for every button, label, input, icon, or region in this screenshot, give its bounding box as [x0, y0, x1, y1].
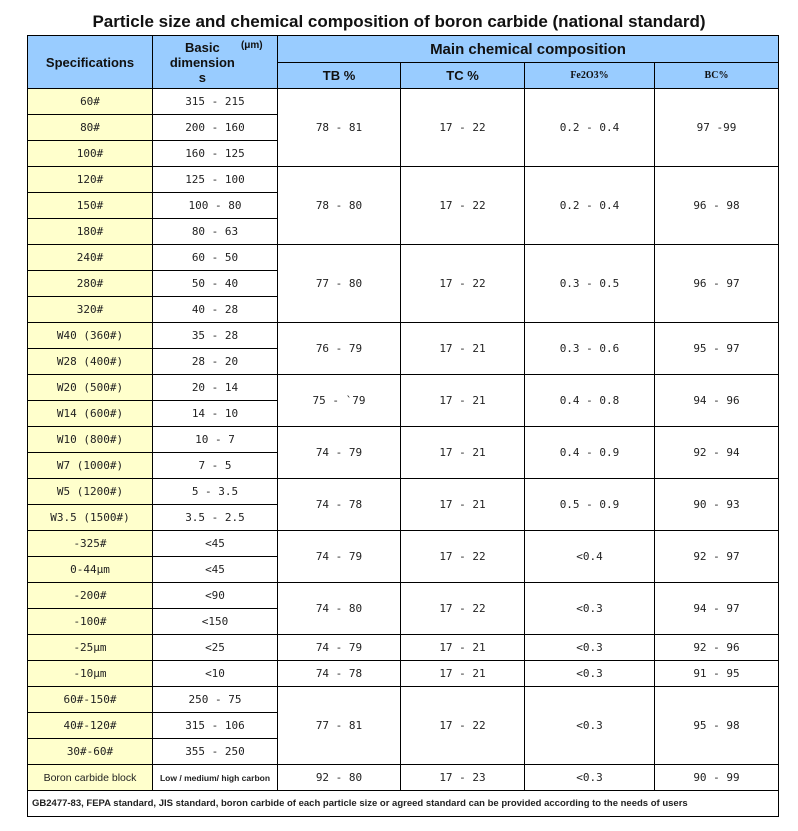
table-row	[28, 375, 779, 401]
tc-cell: 17 - 21	[401, 661, 525, 687]
specification-cell: W5 (1200#)	[28, 479, 153, 505]
tb-cell: 74 - 79	[278, 531, 401, 583]
composition-table	[27, 35, 779, 817]
tb-cell: 78 - 80	[278, 167, 401, 245]
table-row	[28, 687, 779, 713]
header-fe2o3: Fe2O3%	[525, 63, 655, 89]
specification-cell: 180#	[28, 219, 153, 245]
specification-cell: 100#	[28, 141, 153, 167]
dimension-cell: 100 - 80	[153, 193, 278, 219]
fe2o3-cell: 0.2 - 0.4	[525, 89, 655, 167]
dimension-cell: <150	[153, 609, 278, 635]
dimension-cell: 20 - 14	[153, 375, 278, 401]
table-row	[28, 635, 779, 661]
table-row	[28, 89, 779, 115]
header-tb: TB %	[278, 63, 401, 89]
header-basic-dimensions-label: Basic dimensions	[169, 39, 235, 85]
fe2o3-cell: 0.4 - 0.9	[525, 427, 655, 479]
dimension-cell: 250 - 75	[153, 687, 278, 713]
specification-cell: W20 (500#)	[28, 375, 153, 401]
specification-cell: 150#	[28, 193, 153, 219]
dimension-cell: 315 - 215	[153, 89, 278, 115]
tb-cell: 78 - 81	[278, 89, 401, 167]
table-row	[28, 531, 779, 557]
dimension-cell: <10	[153, 661, 278, 687]
tc-cell: 17 - 22	[401, 583, 525, 635]
specification-cell: W7 (1000#)	[28, 453, 153, 479]
tc-cell: 17 - 22	[401, 531, 525, 583]
tc-cell: 17 - 22	[401, 167, 525, 245]
dimension-cell: 7 - 5	[153, 453, 278, 479]
table-row	[28, 427, 779, 453]
tc-cell: 17 - 21	[401, 375, 525, 427]
tb-cell: 74 - 79	[278, 427, 401, 479]
header-specifications: Specifications	[28, 36, 153, 89]
fe2o3-cell: 0.3 - 0.5	[525, 245, 655, 323]
specification-cell: -200#	[28, 583, 153, 609]
tb-cell: 77 - 81	[278, 687, 401, 765]
tc-cell: 17 - 21	[401, 323, 525, 375]
table-row	[28, 479, 779, 505]
tc-cell: 17 - 21	[401, 635, 525, 661]
specification-cell: 240#	[28, 245, 153, 271]
fe2o3-cell: 0.4 - 0.8	[525, 375, 655, 427]
header-basic-dimensions	[153, 36, 278, 89]
bc-cell: 96 - 98	[655, 167, 779, 245]
dimension-cell: 50 - 40	[153, 271, 278, 297]
dimension-cell: 80 - 63	[153, 219, 278, 245]
bc-cell: 95 - 98	[655, 687, 779, 765]
tc-cell: 17 - 21	[401, 479, 525, 531]
tb-cell: 77 - 80	[278, 245, 401, 323]
specification-cell: W14 (600#)	[28, 401, 153, 427]
bc-cell: 90 - 93	[655, 479, 779, 531]
table-row	[28, 583, 779, 609]
specification-cell: 320#	[28, 297, 153, 323]
tc-cell: 17 - 23	[401, 765, 525, 791]
fe2o3-cell: 0.2 - 0.4	[525, 167, 655, 245]
specification-cell: 30#-60#	[28, 739, 153, 765]
tb-cell: 75 - `79	[278, 375, 401, 427]
bc-cell: 96 - 97	[655, 245, 779, 323]
dimension-cell: 5 - 3.5	[153, 479, 278, 505]
fe2o3-cell: <0.3	[525, 765, 655, 791]
tb-cell: 74 - 79	[278, 635, 401, 661]
tb-cell: 74 - 78	[278, 661, 401, 687]
bc-cell: 94 - 96	[655, 375, 779, 427]
bc-cell: 90 - 99	[655, 765, 779, 791]
dimension-cell: 14 - 10	[153, 401, 278, 427]
table-row	[28, 765, 779, 791]
dimension-cell: 125 - 100	[153, 167, 278, 193]
tc-cell: 17 - 22	[401, 687, 525, 765]
specification-cell: 0-44μm	[28, 557, 153, 583]
table-row	[28, 245, 779, 271]
specification-cell: -100#	[28, 609, 153, 635]
fe2o3-cell: 0.5 - 0.9	[525, 479, 655, 531]
fe2o3-cell: <0.3	[525, 583, 655, 635]
table-body	[28, 89, 779, 791]
bc-cell: 92 - 94	[655, 427, 779, 479]
specification-cell: -25μm	[28, 635, 153, 661]
dimension-cell: 10 - 7	[153, 427, 278, 453]
header-main-composition: Main chemical composition	[278, 36, 779, 63]
footer-note: GB2477-83, FEPA standard, JIS standard, boron carbide of each particle size or agreed standard can be provided according to the needs of users	[28, 791, 779, 817]
tb-cell: 74 - 78	[278, 479, 401, 531]
dimension-cell: <25	[153, 635, 278, 661]
dimension-cell: 60 - 50	[153, 245, 278, 271]
fe2o3-cell: <0.3	[525, 661, 655, 687]
tb-cell: 92 - 80	[278, 765, 401, 791]
specification-cell: -325#	[28, 531, 153, 557]
header-tc: TC %	[401, 63, 525, 89]
dimension-cell: 3.5 - 2.5	[153, 505, 278, 531]
page-title: Particle size and chemical composition of boron carbide (national standard)	[92, 12, 706, 31]
dimension-cell: 315 - 106	[153, 713, 278, 739]
dimension-cell: 160 - 125	[153, 141, 278, 167]
specification-cell: W10 (800#)	[28, 427, 153, 453]
fe2o3-cell: 0.3 - 0.6	[525, 323, 655, 375]
fe2o3-cell: <0.3	[525, 687, 655, 765]
header-bc: BC%	[655, 63, 779, 89]
specification-cell: 280#	[28, 271, 153, 297]
bc-cell: 92 - 96	[655, 635, 779, 661]
header-unit: (μm)	[240, 39, 263, 51]
dimension-cell: 28 - 20	[153, 349, 278, 375]
dimension-cell: Low / medium/ high carbon	[153, 765, 278, 791]
specification-cell: W40 (360#)	[28, 323, 153, 349]
table-row	[28, 661, 779, 687]
dimension-cell: 35 - 28	[153, 323, 278, 349]
fe2o3-cell: <0.3	[525, 635, 655, 661]
specification-cell: 120#	[28, 167, 153, 193]
tb-cell: 76 - 79	[278, 323, 401, 375]
specification-cell: -10μm	[28, 661, 153, 687]
tb-cell: 74 - 80	[278, 583, 401, 635]
bc-cell: 97 -99	[655, 89, 779, 167]
bc-cell: 91 - 95	[655, 661, 779, 687]
dimension-cell: <45	[153, 531, 278, 557]
tc-cell: 17 - 22	[401, 89, 525, 167]
dimension-cell: <45	[153, 557, 278, 583]
dimension-cell: 200 - 160	[153, 115, 278, 141]
dimension-cell: 355 - 250	[153, 739, 278, 765]
bc-cell: 92 - 97	[655, 531, 779, 583]
dimension-cell: 40 - 28	[153, 297, 278, 323]
specification-cell: 60#	[28, 89, 153, 115]
tc-cell: 17 - 21	[401, 427, 525, 479]
specification-cell: 60#-150#	[28, 687, 153, 713]
bc-cell: 94 - 97	[655, 583, 779, 635]
tc-cell: 17 - 22	[401, 245, 525, 323]
fe2o3-cell: <0.4	[525, 531, 655, 583]
bc-cell: 95 - 97	[655, 323, 779, 375]
specification-cell: 80#	[28, 115, 153, 141]
specification-cell: Boron carbide block	[28, 765, 153, 791]
table-row	[28, 323, 779, 349]
dimension-cell: <90	[153, 583, 278, 609]
specification-cell: W3.5 (1500#)	[28, 505, 153, 531]
specification-cell: W28 (400#)	[28, 349, 153, 375]
table-row	[28, 167, 779, 193]
specification-cell: 40#-120#	[28, 713, 153, 739]
